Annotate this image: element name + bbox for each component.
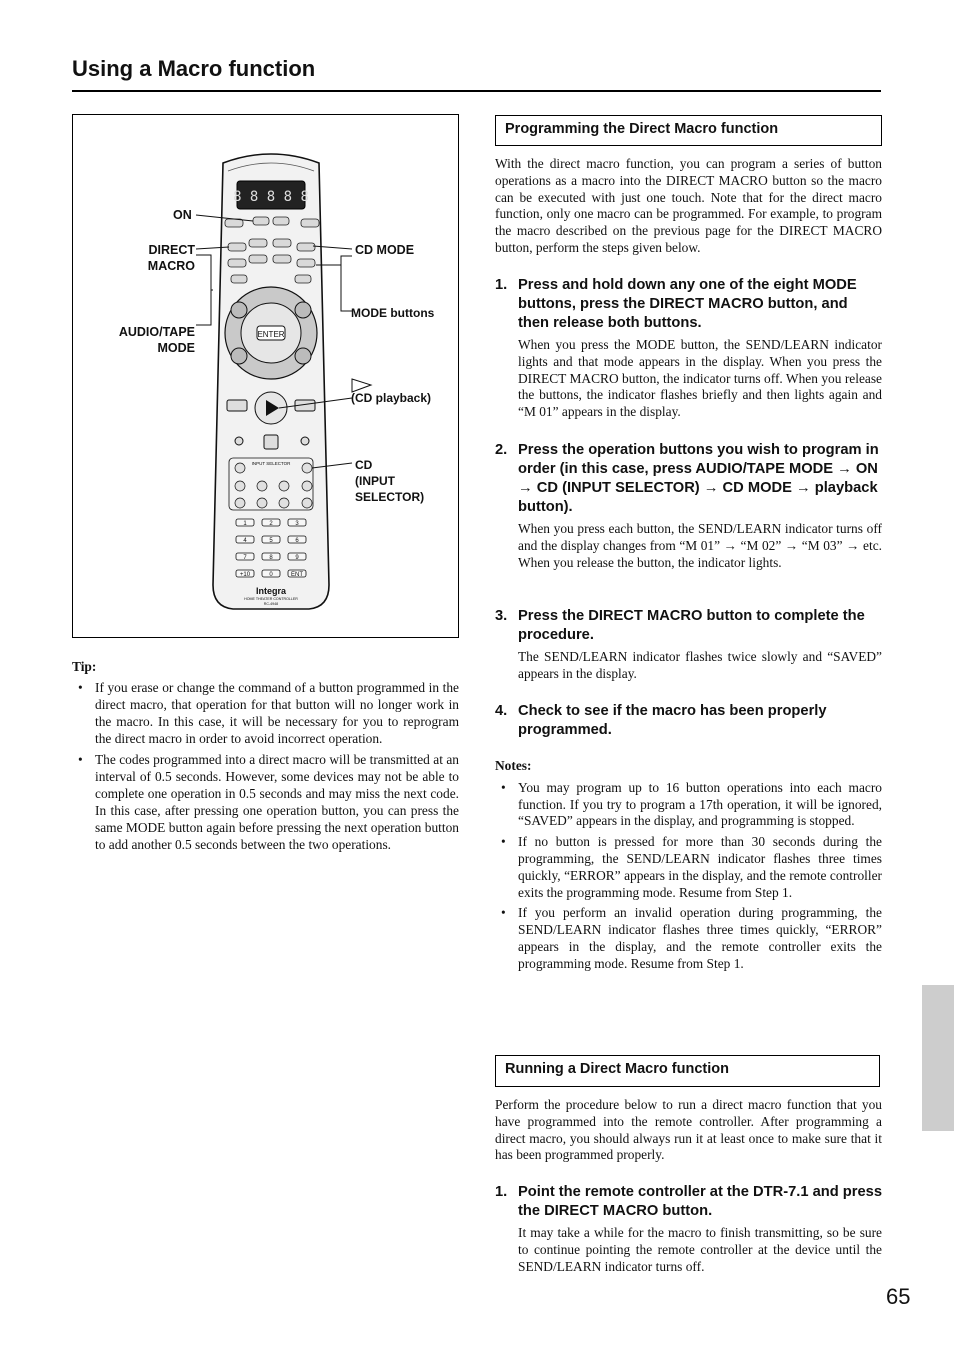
programming-step-2: 2. Press the operation buttons you wish to program in order (in this case, press AUDIO/TAPE MODE → ON → CD (INPUT SELECTOR) → CD MODE → playback button). When you press each button, the SEND/LEARN indicator turns off and the display changes from “M 01” → “M 02” → “M 03” → etc. When you release the button, the indicator lights.	[495, 442, 882, 570]
remote-model-line: HOME THEATER CONTROLLER	[244, 597, 298, 601]
key-label: 2	[269, 521, 273, 527]
remote-control-illustration	[73, 115, 458, 637]
notes-section	[495, 758, 882, 977]
key-label: 9	[295, 555, 299, 561]
notes-label: Notes:	[495, 758, 532, 773]
running-heading: Running a Direct Macro function	[495, 1055, 880, 1087]
callout-mode-buttons: MODE buttons	[351, 306, 435, 320]
remote-figure	[72, 114, 459, 638]
page-title: Using a Macro function	[72, 56, 316, 81]
note-item: • If no button is pressed for more than 30 seconds during the programming, the SEND/LEARN indicator flashes three times quickly, “ERROR” appears in the display, and the remote controller exits the programming mode. Resume from Step 1.	[495, 834, 882, 901]
note-item: • You may program up to 16 button operations into each macro function. If you try to program a 17th operation, it will be ignored, “SAVED” appears in the display, and programming is stopped.	[495, 780, 882, 830]
running-intro: Perform the procedure below to run a direct macro function that you have programmed into the remote controller. After programming a direct macro, you should always run it at least once to make sure that it has been programmed properly.	[495, 1097, 882, 1163]
remote-model-number: RC-4948	[263, 602, 279, 606]
key-label: 7	[243, 555, 247, 561]
programming-intro: With the direct macro function, you can program a series of button operations as a macro into the DIRECT MACRO button so the macro can be executed with just one touch. Note that for the direct macro function, only one macro can be programmed. For example, to program the macro described on the previous page for the DIRECT MACRO button, perform the steps given below.	[495, 156, 882, 255]
key-label: 4	[243, 538, 247, 544]
running-step-1: 1. Point the remote controller at the DTR-7.1 and press the DIRECT MACRO button. It may take a while for the macro to finish transmitting, so be sure to continue pointing the remote controller at the device until the SEND/LEARN indicator turns off.	[495, 1184, 882, 1274]
key-label: 6	[295, 538, 299, 544]
key-label: 5	[269, 538, 273, 544]
tip-section	[72, 658, 459, 857]
callout-direct-macro: DIRECT MACRO	[147, 243, 195, 273]
key-label: 3	[295, 521, 299, 527]
callout-cd-mode: CD MODE	[355, 243, 415, 257]
input-selector-label: INPUT SELECTOR	[251, 461, 291, 466]
callout-cd-playback: (CD playback)	[351, 391, 432, 405]
title-rule	[72, 90, 881, 92]
tip-item: • The codes programmed into a direct macro will be transmitted at an interval of 0.5 seconds. However, some devices may not be able to complete one operation in 0.5 seconds and may miss the next code. In this case, after pressing one operation button, you can press the same MODE button again before pressing the next operation button to add another 0.5 seconds between the two operations.	[72, 751, 459, 853]
key-label: 0	[269, 572, 273, 578]
key-label: 8	[269, 555, 273, 561]
callout-audio-tape-mode: AUDIO/TAPE MODE	[118, 325, 195, 355]
programming-heading: Programming the Direct Macro function	[495, 115, 882, 146]
lcd-display: 8 8 8 8 8	[233, 189, 309, 205]
side-tab	[922, 985, 954, 1131]
callout-on: ON	[173, 208, 192, 222]
remote-brand: Integra	[255, 586, 287, 596]
programming-step-4: 4. Check to see if the macro has been properly programmed.	[495, 703, 827, 738]
key-label: ENT	[291, 572, 303, 578]
key-label: 1	[243, 521, 247, 527]
page-number: 65	[886, 1284, 911, 1309]
tip-label: Tip:	[72, 659, 97, 674]
enter-label: ENTER	[257, 330, 285, 339]
tip-item: • If you erase or change the command of a button programmed in the direct macro, that operation for that button will no longer work in the macro. In this case, it will be necessary for you to reprogram the direct macro in order to avoid incorrect operation.	[72, 679, 459, 747]
callout-cd-input-selector: CD (INPUT SELECTOR)	[355, 458, 425, 504]
programming-step-1: 1. Press and hold down any one of the eight MODE buttons, press the DIRECT MACRO button, and then release both buttons. When you press the MODE button, the SEND/LEARN indicator lights and that mode appears in the display. When you press the DIRECT MACRO button, the indicator turns off. When you release the buttons, the indicator flashes briefly and then lights again and “M 01” appears in the display.	[495, 277, 882, 420]
note-item: • If you perform an invalid operation during programming, the SEND/LEARN indicator flashes three times quickly, “ERROR” appears in the display, and the remote controller exits the programming mode. Resume from Step 1.	[495, 905, 882, 972]
programming-step-3: 3. Press the DIRECT MACRO button to complete the procedure. The SEND/LEARN indicator flashes twice slowly and “SAVED” appears in the display.	[495, 608, 882, 681]
key-label: +10	[239, 572, 251, 578]
